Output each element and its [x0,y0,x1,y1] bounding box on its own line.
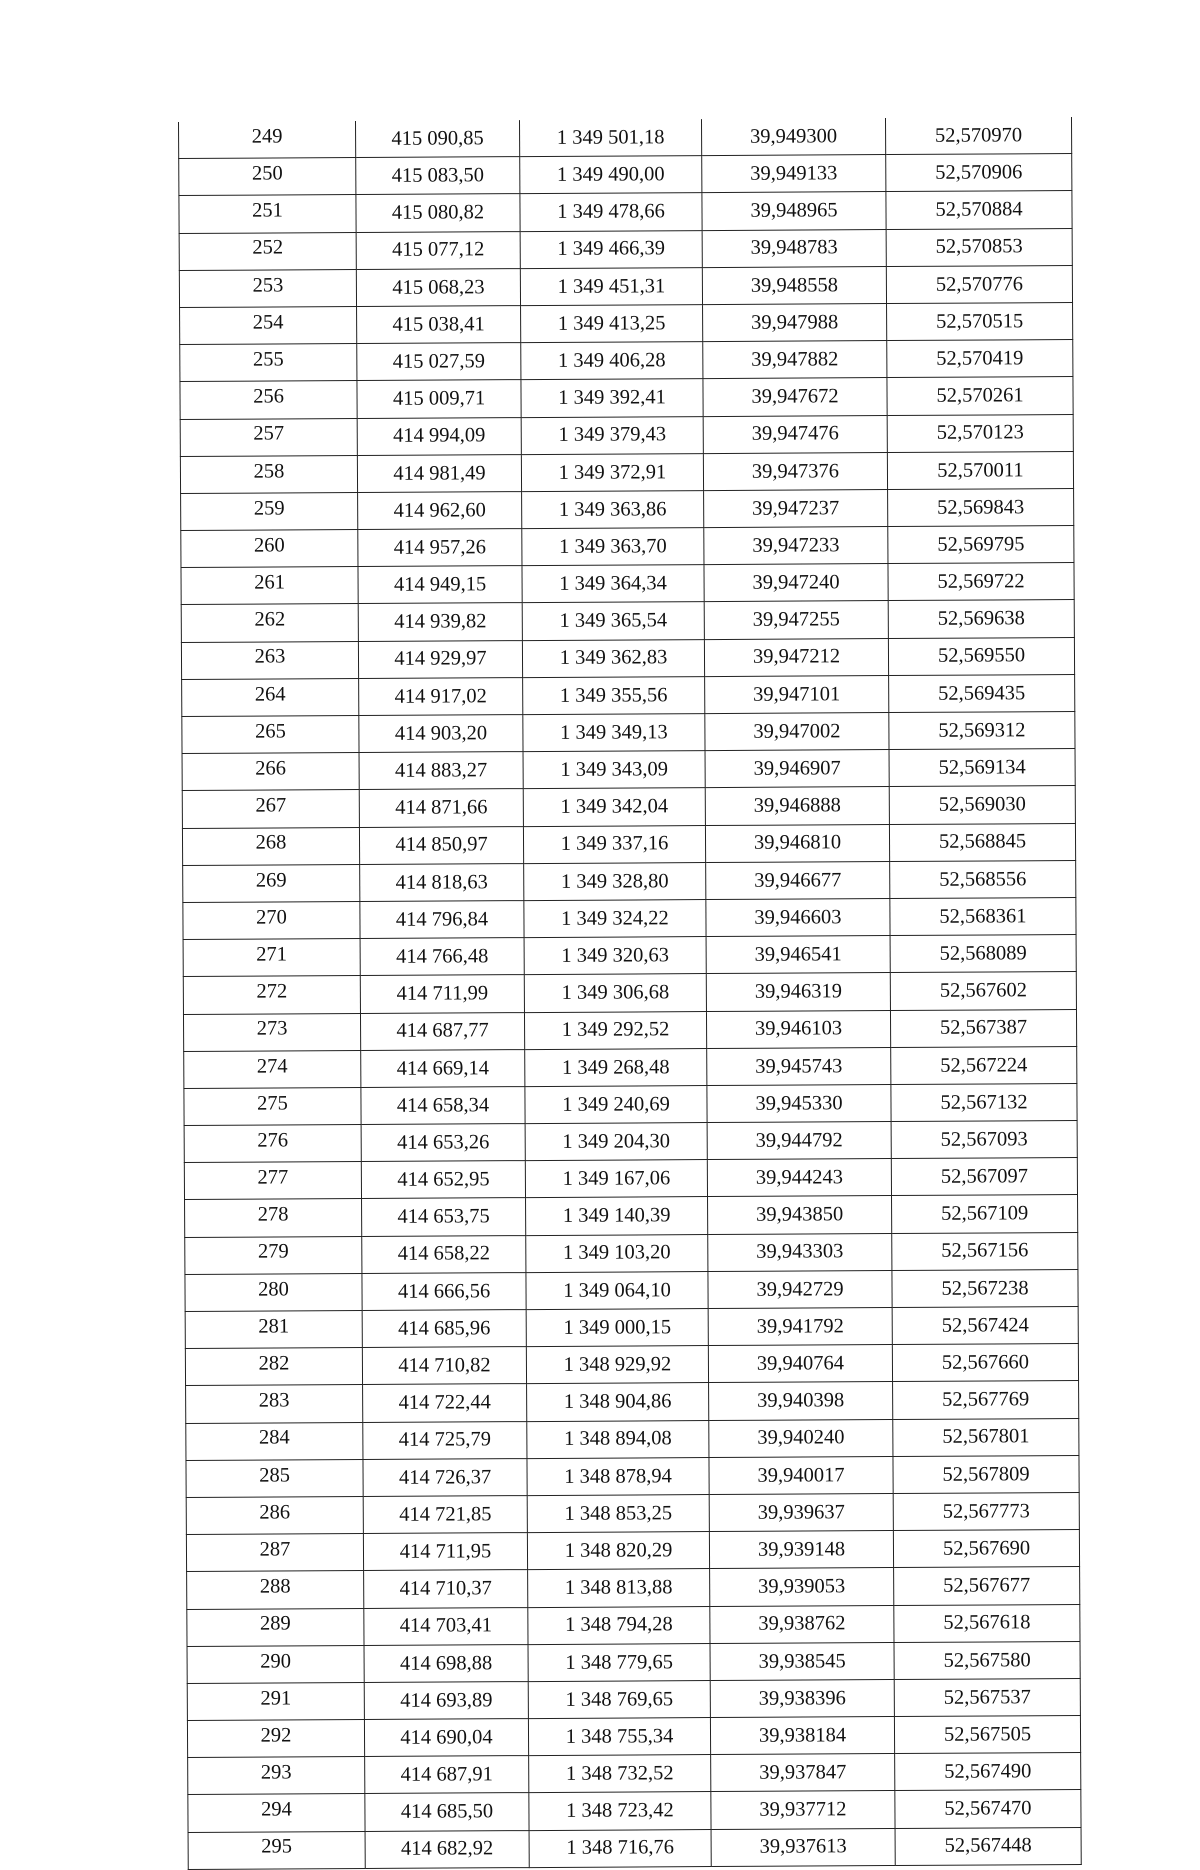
longitude-cell: 52,567448 [895,1827,1081,1865]
y-coordinate-cell: 1 349 466,39 [520,230,702,268]
table-row [184,1121,1077,1163]
y-coordinate-cell: 1 349 000,15 [526,1309,708,1347]
latitude-cell: 39,947376 [703,452,887,490]
y-coordinate-cell: 1 349 451,31 [520,267,702,305]
table-row [179,265,1072,307]
latitude-cell: 39,941792 [708,1308,892,1346]
table-row [185,1269,1078,1311]
table-row [186,1381,1079,1423]
coordinates-table-body [178,117,1081,1869]
y-coordinate-cell: 1 349 364,34 [522,565,704,603]
y-coordinate-cell: 1 349 365,54 [522,602,704,640]
longitude-cell: 52,568089 [890,935,1076,973]
table-row [180,414,1073,456]
x-coordinate-cell: 414 653,75 [362,1198,526,1236]
y-coordinate-cell: 1 349 140,39 [526,1197,708,1235]
latitude-cell: 39,944243 [707,1159,891,1197]
y-coordinate-cell: 1 349 342,04 [523,788,705,826]
point-number-cell: 252 [179,232,356,270]
longitude-cell: 52,567602 [890,972,1076,1010]
table-row [187,1641,1080,1683]
x-coordinate-cell: 414 703,41 [364,1607,528,1645]
longitude-cell: 52,570419 [887,340,1073,378]
y-coordinate-cell: 1 349 406,28 [521,342,703,380]
x-coordinate-cell: 414 957,26 [358,529,522,567]
latitude-cell: 39,948783 [702,229,886,267]
y-coordinate-cell: 1 348 820,29 [527,1532,709,1570]
longitude-cell: 52,567537 [894,1678,1080,1716]
y-coordinate-cell: 1 348 929,92 [526,1346,708,1384]
table-row [182,749,1075,791]
longitude-cell: 52,568361 [890,897,1076,935]
y-coordinate-cell: 1 349 392,41 [521,379,703,417]
point-number-cell: 251 [179,195,356,233]
y-coordinate-cell: 1 348 732,52 [529,1755,711,1793]
point-number-cell: 274 [184,1050,361,1088]
latitude-cell: 39,937847 [711,1754,895,1792]
longitude-cell: 52,567093 [891,1121,1077,1159]
y-coordinate-cell: 1 349 167,06 [525,1160,707,1198]
y-coordinate-cell: 1 349 355,56 [523,676,705,714]
point-number-cell: 286 [186,1496,363,1534]
table-row [183,935,1076,977]
table-row [184,1046,1077,1088]
y-coordinate-cell: 1 349 363,70 [522,528,704,566]
y-coordinate-cell: 1 348 716,76 [529,1829,711,1867]
longitude-cell: 52,570011 [887,451,1073,489]
point-number-cell: 253 [179,269,356,307]
table-row [181,488,1074,530]
point-number-cell: 275 [184,1087,361,1125]
longitude-cell: 52,568845 [889,823,1075,861]
longitude-cell: 52,569722 [888,563,1074,601]
point-number-cell: 270 [183,901,360,939]
point-number-cell: 285 [186,1459,363,1497]
longitude-cell: 52,567660 [892,1344,1078,1382]
longitude-cell: 52,567690 [893,1530,1079,1568]
x-coordinate-cell: 414 693,89 [364,1681,528,1719]
latitude-cell: 39,946541 [706,936,890,974]
x-coordinate-cell: 415 009,71 [357,380,521,418]
point-number-cell: 259 [181,492,358,530]
y-coordinate-cell: 1 349 490,00 [520,156,702,194]
table-row [185,1195,1078,1237]
latitude-cell: 39,940398 [709,1382,893,1420]
latitude-cell: 39,946810 [705,824,889,862]
table-row [187,1678,1080,1720]
x-coordinate-cell: 414 710,37 [364,1570,528,1608]
point-number-cell: 272 [183,976,360,1014]
x-coordinate-cell: 414 698,88 [364,1644,528,1682]
longitude-cell: 52,570123 [887,414,1073,452]
table-row [179,154,1072,196]
table-row [186,1492,1079,1534]
longitude-cell: 52,567224 [891,1046,1077,1084]
latitude-cell: 39,946103 [706,1010,890,1048]
y-coordinate-cell: 1 349 379,43 [521,416,703,454]
latitude-cell: 39,947882 [703,341,887,379]
y-coordinate-cell: 1 349 363,86 [522,490,704,528]
table-row [188,1827,1081,1869]
longitude-cell: 52,567677 [894,1567,1080,1605]
table-row [178,117,1071,159]
longitude-cell: 52,569030 [889,786,1075,824]
point-number-cell: 294 [188,1794,365,1832]
point-number-cell: 279 [185,1236,362,1274]
latitude-cell: 39,942729 [708,1270,892,1308]
longitude-cell: 52,570261 [887,377,1073,415]
longitude-cell: 52,569312 [889,712,1075,750]
y-coordinate-cell: 1 349 240,69 [525,1085,707,1123]
x-coordinate-cell: 414 949,15 [358,566,522,604]
x-coordinate-cell: 414 962,60 [358,491,522,529]
y-coordinate-cell: 1 349 372,91 [521,453,703,491]
longitude-cell: 52,567801 [893,1418,1079,1456]
x-coordinate-cell: 414 666,56 [362,1272,526,1310]
x-coordinate-cell: 414 685,50 [365,1793,529,1831]
x-coordinate-cell: 414 690,04 [364,1719,528,1757]
y-coordinate-cell: 1 349 204,30 [525,1123,707,1161]
table-row [183,897,1076,939]
y-coordinate-cell: 1 348 723,42 [529,1792,711,1830]
y-coordinate-cell: 1 349 324,22 [524,900,706,938]
table-row [185,1306,1078,1348]
y-coordinate-cell: 1 348 894,08 [527,1420,709,1458]
latitude-cell: 39,937712 [711,1791,895,1829]
point-number-cell: 291 [187,1682,364,1720]
longitude-cell: 52,567156 [892,1232,1078,1270]
point-number-cell: 250 [179,158,356,196]
y-coordinate-cell: 1 349 268,48 [525,1048,707,1086]
latitude-cell: 39,940017 [709,1456,893,1494]
longitude-cell: 52,570776 [886,265,1072,303]
latitude-cell: 39,949300 [701,118,885,156]
coordinates-table [178,117,1082,1870]
table-row [181,526,1074,568]
x-coordinate-cell: 414 725,79 [363,1421,527,1459]
table-row [180,302,1073,344]
y-coordinate-cell: 1 348 794,28 [528,1606,710,1644]
x-coordinate-cell: 414 766,48 [360,938,524,976]
table-row [186,1455,1079,1497]
latitude-cell: 39,943850 [708,1196,892,1234]
point-number-cell: 267 [182,790,359,828]
table-row [183,1009,1076,1051]
point-number-cell: 280 [185,1273,362,1311]
x-coordinate-cell: 414 685,96 [362,1310,526,1348]
table-row [182,712,1075,754]
longitude-cell: 52,567097 [891,1158,1077,1196]
longitude-cell: 52,570853 [886,228,1072,266]
y-coordinate-cell: 1 348 904,86 [527,1383,709,1421]
longitude-cell: 52,570884 [886,191,1072,229]
table-row [181,637,1074,679]
point-number-cell: 289 [187,1608,364,1646]
latitude-cell: 39,940764 [708,1345,892,1383]
longitude-cell: 52,569795 [888,526,1074,564]
x-coordinate-cell: 415 027,59 [357,343,521,381]
point-number-cell: 271 [183,939,360,977]
y-coordinate-cell: 1 348 813,88 [528,1569,710,1607]
x-coordinate-cell: 415 090,85 [355,120,519,158]
x-coordinate-cell: 414 652,95 [361,1161,525,1199]
y-coordinate-cell: 1 349 337,16 [523,825,705,863]
latitude-cell: 39,947233 [704,527,888,565]
latitude-cell: 39,945743 [707,1047,891,1085]
latitude-cell: 39,943303 [708,1233,892,1271]
x-coordinate-cell: 414 883,27 [359,752,523,790]
point-number-cell: 263 [181,641,358,679]
x-coordinate-cell: 414 721,85 [363,1496,527,1534]
y-coordinate-cell: 1 349 501,18 [519,119,701,157]
x-coordinate-cell: 414 658,34 [361,1086,525,1124]
longitude-cell: 52,567238 [892,1269,1078,1307]
table-row [185,1344,1078,1386]
x-coordinate-cell: 415 083,50 [356,157,520,195]
latitude-cell: 39,939148 [709,1531,893,1569]
point-number-cell: 288 [187,1571,364,1609]
latitude-cell: 39,948558 [702,266,886,304]
x-coordinate-cell: 414 711,99 [360,975,524,1013]
point-number-cell: 276 [184,1125,361,1163]
point-number-cell: 278 [185,1199,362,1237]
y-coordinate-cell: 1 349 478,66 [520,193,702,231]
latitude-cell: 39,937613 [711,1828,895,1866]
longitude-cell: 52,567387 [890,1009,1076,1047]
x-coordinate-cell: 414 818,63 [360,863,524,901]
point-number-cell: 249 [178,121,355,159]
latitude-cell: 39,944792 [707,1122,891,1160]
table-row [188,1753,1081,1795]
table-row [186,1530,1079,1572]
latitude-cell: 39,947237 [704,489,888,527]
point-number-cell: 256 [180,381,357,419]
point-number-cell: 257 [180,418,357,456]
x-coordinate-cell: 415 077,12 [356,231,520,269]
longitude-cell: 52,570906 [886,154,1072,192]
y-coordinate-cell: 1 348 853,25 [527,1494,709,1532]
latitude-cell: 39,947476 [703,415,887,453]
point-number-cell: 269 [183,864,360,902]
point-number-cell: 273 [183,1013,360,1051]
latitude-cell: 39,946907 [705,750,889,788]
x-coordinate-cell: 414 726,37 [363,1458,527,1496]
table-row [183,972,1076,1014]
x-coordinate-cell: 414 994,09 [357,417,521,455]
latitude-cell: 39,947988 [703,303,887,341]
point-number-cell: 260 [181,530,358,568]
longitude-cell: 52,567490 [895,1753,1081,1791]
x-coordinate-cell: 415 080,82 [356,194,520,232]
longitude-cell: 52,569134 [889,749,1075,787]
x-coordinate-cell: 414 981,49 [357,454,521,492]
table-row [181,600,1074,642]
table-row [179,228,1072,270]
latitude-cell: 39,940240 [709,1419,893,1457]
y-coordinate-cell: 1 349 292,52 [524,1011,706,1049]
x-coordinate-cell: 414 658,22 [362,1235,526,1273]
latitude-cell: 39,946319 [706,973,890,1011]
point-number-cell: 258 [180,455,357,493]
point-number-cell: 268 [182,827,359,865]
x-coordinate-cell: 414 939,82 [358,603,522,641]
latitude-cell: 39,947101 [705,675,889,713]
latitude-cell: 39,947240 [704,564,888,602]
longitude-cell: 52,569843 [888,488,1074,526]
x-coordinate-cell: 414 711,95 [363,1533,527,1571]
y-coordinate-cell: 1 349 343,09 [523,751,705,789]
latitude-cell: 39,949133 [702,155,886,193]
point-number-cell: 292 [187,1720,364,1758]
point-number-cell: 264 [182,678,359,716]
table-row [185,1232,1078,1274]
point-number-cell: 293 [188,1757,365,1795]
y-coordinate-cell: 1 349 349,13 [523,714,705,752]
x-coordinate-cell: 414 796,84 [360,901,524,939]
x-coordinate-cell: 414 903,20 [359,715,523,753]
table-row [187,1716,1080,1758]
x-coordinate-cell: 414 722,44 [363,1384,527,1422]
longitude-cell: 52,570970 [885,117,1071,155]
latitude-cell: 39,946677 [706,861,890,899]
longitude-cell: 52,569550 [888,637,1074,675]
y-coordinate-cell: 1 349 064,10 [526,1271,708,1309]
longitude-cell: 52,567424 [892,1306,1078,1344]
table-row [187,1604,1080,1646]
point-number-cell: 265 [182,715,359,753]
longitude-cell: 52,567470 [895,1790,1081,1828]
latitude-cell: 39,948965 [702,192,886,230]
latitude-cell: 39,947212 [704,638,888,676]
point-number-cell: 295 [188,1831,365,1869]
latitude-cell: 39,946888 [705,787,889,825]
longitude-cell: 52,567773 [893,1492,1079,1530]
latitude-cell: 39,938545 [710,1642,894,1680]
longitude-cell: 52,570515 [887,302,1073,340]
table-row [183,860,1076,902]
point-number-cell: 266 [182,753,359,791]
x-coordinate-cell: 414 687,77 [360,1012,524,1050]
x-coordinate-cell: 415 068,23 [356,268,520,306]
longitude-cell: 52,567505 [894,1716,1080,1754]
longitude-cell: 52,567769 [893,1381,1079,1419]
point-number-cell: 290 [187,1645,364,1683]
y-coordinate-cell: 1 348 878,94 [527,1457,709,1495]
y-coordinate-cell: 1 348 755,34 [528,1718,710,1756]
x-coordinate-cell: 414 653,26 [361,1124,525,1162]
table-row [181,563,1074,605]
x-coordinate-cell: 414 710,82 [362,1347,526,1385]
point-number-cell: 261 [181,567,358,605]
x-coordinate-cell: 414 917,02 [359,677,523,715]
table-row [184,1083,1077,1125]
latitude-cell: 39,947672 [703,378,887,416]
latitude-cell: 39,939637 [709,1493,893,1531]
latitude-cell: 39,945330 [707,1084,891,1122]
table-row [182,823,1075,865]
latitude-cell: 39,938184 [710,1717,894,1755]
point-number-cell: 254 [180,306,357,344]
x-coordinate-cell: 415 038,41 [357,306,521,344]
table-row [179,191,1072,233]
longitude-cell: 52,567809 [893,1455,1079,1493]
table-row [187,1567,1080,1609]
x-coordinate-cell: 414 682,92 [365,1830,529,1868]
y-coordinate-cell: 1 349 103,20 [526,1234,708,1272]
table-row [188,1790,1081,1832]
y-coordinate-cell: 1 348 779,65 [528,1643,710,1681]
table-row [182,674,1075,716]
longitude-cell: 52,568556 [890,860,1076,898]
longitude-cell: 52,567132 [891,1083,1077,1121]
latitude-cell: 39,946603 [706,898,890,936]
point-number-cell: 284 [186,1422,363,1460]
y-coordinate-cell: 1 349 306,68 [524,974,706,1012]
y-coordinate-cell: 1 349 413,25 [521,305,703,343]
table-row [180,340,1073,382]
latitude-cell: 39,938396 [710,1679,894,1717]
x-coordinate-cell: 414 929,97 [358,640,522,678]
point-number-cell: 282 [185,1348,362,1386]
x-coordinate-cell: 414 669,14 [361,1049,525,1087]
table-row [180,377,1073,419]
latitude-cell: 39,947002 [705,713,889,751]
latitude-cell: 39,947255 [704,601,888,639]
longitude-cell: 52,569435 [889,674,1075,712]
table-row [186,1418,1079,1460]
point-number-cell: 255 [180,344,357,382]
point-number-cell: 262 [181,604,358,642]
longitude-cell: 52,567109 [892,1195,1078,1233]
latitude-cell: 39,939053 [710,1568,894,1606]
y-coordinate-cell: 1 348 769,65 [528,1680,710,1718]
x-coordinate-cell: 414 687,91 [365,1756,529,1794]
point-number-cell: 287 [186,1534,363,1572]
point-number-cell: 277 [184,1162,361,1200]
x-coordinate-cell: 414 871,66 [359,789,523,827]
longitude-cell: 52,567580 [894,1641,1080,1679]
x-coordinate-cell: 414 850,97 [359,826,523,864]
longitude-cell: 52,567618 [894,1604,1080,1642]
y-coordinate-cell: 1 349 320,63 [524,937,706,975]
y-coordinate-cell: 1 349 328,80 [524,862,706,900]
table-row [182,786,1075,828]
longitude-cell: 52,569638 [888,600,1074,638]
table-row [184,1158,1077,1200]
latitude-cell: 39,938762 [710,1605,894,1643]
point-number-cell: 283 [186,1385,363,1423]
table-row [180,451,1073,493]
y-coordinate-cell: 1 349 362,83 [522,639,704,677]
point-number-cell: 281 [185,1310,362,1348]
